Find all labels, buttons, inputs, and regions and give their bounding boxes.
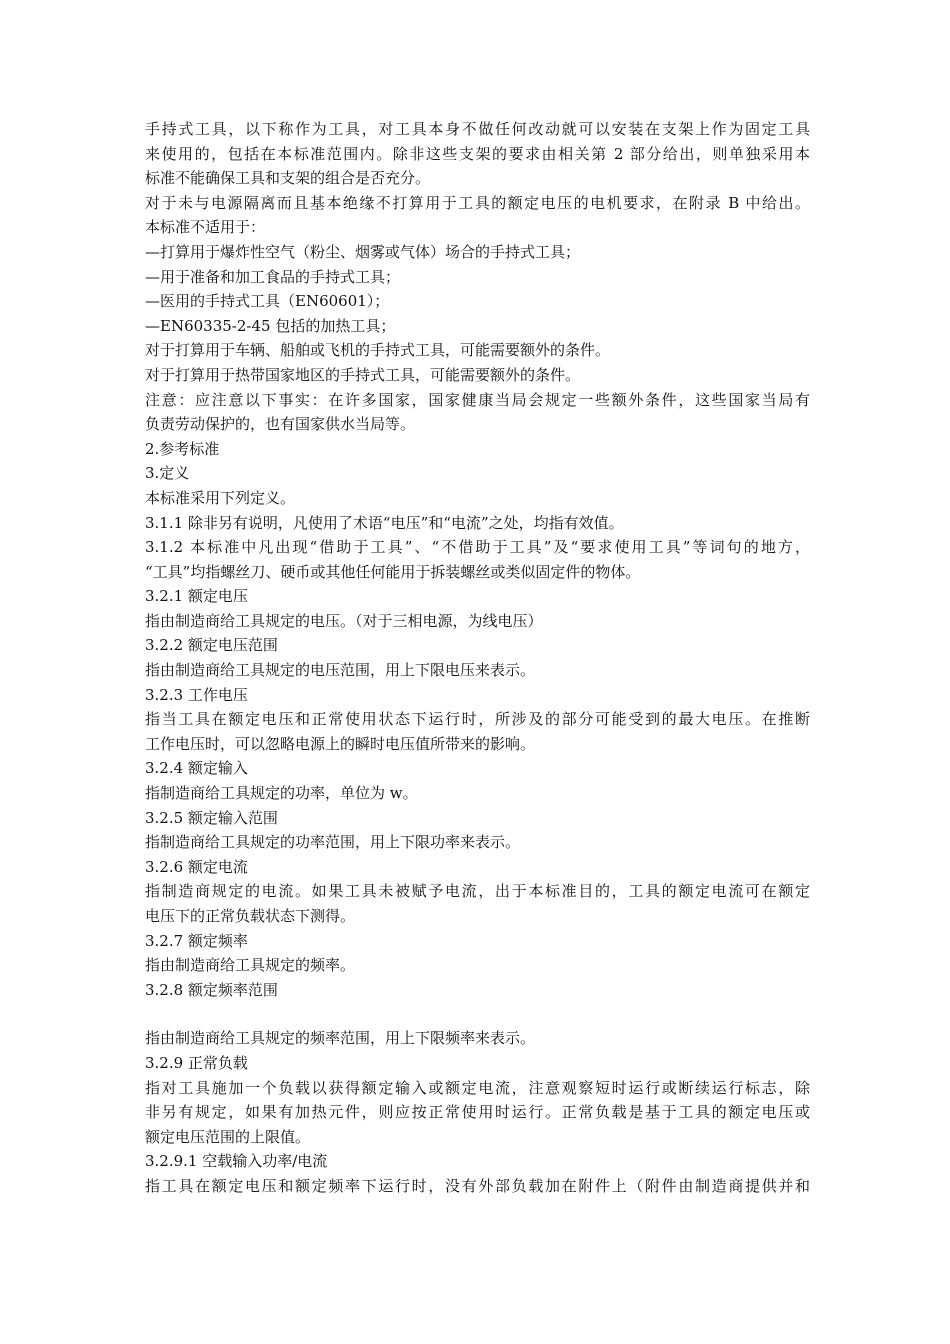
clause-heading: 3.2.4 额定输入 [145,759,248,778]
text-line: 对于未与电源隔离而且基本绝缘不打算用于工具的额定电压的电机要求，在附录 B 中给出。 [145,193,810,212]
clause-line: 3.1.1 除非另有说明，凡使用了术语“电压”和“电流”之处，均指有效值。 [145,513,624,532]
clause-heading: 3.2.5 额定输入范围 [145,808,278,827]
text-line: 额定电压范围的上限值。 [145,1127,311,1146]
list-item: —EN60335-2-45 包括的加热工具； [145,316,396,335]
clause-heading: 3.2.1 额定电压 [145,587,248,606]
note-line: 负责劳动保护的，也有国家供水当局等。 [145,415,416,434]
blank-gap [145,1002,810,1026]
text-line: 手持式工具，以下称作为工具，对工具本身不做任何改动就可以安装在支架上作为固定工具 [145,120,810,138]
document-body [145,117,810,1199]
text-line: 指当工具在额定电压和正常使用状态下运行时，所涉及的部分可能受到的最大电压。在推断 [145,710,810,729]
text-line: 本标准采用下列定义。 [145,488,296,507]
note-line: 注意：应注意以下事实：在许多国家，国家健康当局会规定一些额外条件，这些国家当局有 [145,390,810,409]
text-line: 对于打算用于车辆、船舶或飞机的手持式工具，可能需要额外的条件。 [145,341,611,360]
text-line: 非另有规定，如果有加热元件，则应按正常使用时运行。正常负载是基于工具的额定电压或 [145,1103,810,1122]
section-heading: 3.定义 [145,464,190,483]
text-line: 指制造商给工具规定的功率范围，用上下限功率来表示。 [145,833,521,852]
clause-heading: 3.2.7 额定频率 [145,931,248,950]
text-line: 指由制造商给工具规定的电压范围，用上下限电压来表示。 [145,661,536,680]
text-line: 电压下的正常负载状态下测得。 [145,907,356,925]
section-heading: 2.参考标准 [145,439,220,458]
text-line: 指制造商规定的电流。如果工具未被赋予电流，出于本标准目的，工具的额定电流可在额定 [145,882,810,901]
text-line: 指由制造商给工具规定的频率范围，用上下限频率来表示。 [145,1029,536,1048]
clause-heading: 3.2.9.1 空载输入功率/电流 [145,1152,328,1171]
text-line: 指由制造商给工具规定的频率。 [145,956,356,975]
text-block-1 [145,117,810,1002]
text-block-2 [145,1026,810,1198]
clause-heading: 3.2.8 额定频率范围 [145,980,278,999]
clause-line: 3.1.2 本标准中凡出现“借助于工具”、“不借助于工具”及“要求使用工具”等词句的地方， [145,538,810,557]
list-item: —用于准备和加工食品的手持式工具； [145,267,401,286]
clause-heading: 3.2.2 额定电压范围 [145,636,278,655]
text-line: 指由制造商给工具规定的电压。（对于三相电源，为线电压） [145,611,543,630]
text-line: 指对工具施加一个负载以获得额定输入或额定电流，注意观察短时运行或断续运行标志，除 [145,1078,810,1097]
text-line: 本标准不适用于： [145,218,266,237]
clause-line: “工具”均指螺丝刀、硬币或其他任何能用于拆装螺丝或类似固定件的物体。 [145,562,641,581]
text-line: 工作电压时，可以忽略电源上的瞬时电压值所带来的影响。 [145,734,536,753]
clause-heading: 3.2.3 工作电压 [145,685,248,704]
text-line: 指制造商给工具规定的功率，单位为 w。 [145,784,418,803]
text-line: 对于打算用于热带国家地区的手持式工具，可能需要额外的条件。 [145,365,581,384]
list-item: —医用的手持式工具（EN60601）； [145,292,390,311]
text-line: 指工具在额定电压和额定频率下运行时，没有外部负载加在附件上（附件由制造商提供并和 [145,1176,810,1195]
clause-heading: 3.2.6 额定电流 [145,857,248,876]
clause-heading: 3.2.9 正常负载 [145,1053,248,1072]
text-line: 标准不能确保工具和支架的组合是否充分。 [145,169,431,188]
list-item: —打算用于爆炸性空气（粉尘、烟雾或气体）场合的手持式工具； [145,242,581,261]
text-line: 来使用的，包括在本标准范围内。除非这些支架的要求由相关第 2 部分给出，则单独采用本 [145,144,810,163]
